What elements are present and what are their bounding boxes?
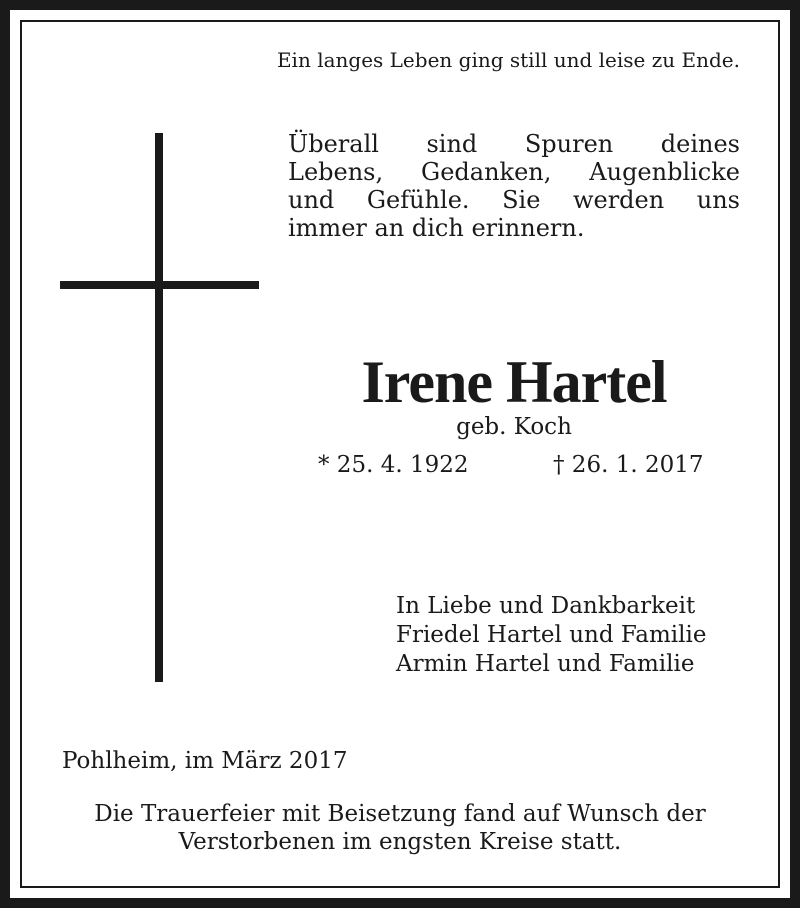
quote-block	[288, 130, 740, 242]
death-date: † 26. 1. 2017	[553, 452, 704, 478]
ceremony-note	[42, 800, 758, 856]
quote-line: immer an dich erinnern.	[288, 214, 585, 242]
mourners-block	[396, 592, 706, 679]
cross-vertical-bar	[155, 133, 163, 682]
cross-horizontal-bar	[60, 281, 259, 289]
birth-date: * 25. 4. 1922	[318, 452, 469, 478]
birth-name: geb. Koch	[456, 414, 572, 440]
quote-line: und Gefühle. Sie werden uns	[288, 186, 740, 214]
quote-line: Überall sind Spuren deines	[288, 130, 740, 158]
place-date: Pohlheim, im März 2017	[62, 748, 348, 774]
quote-line: Lebens, Gedanken, Augenblicke	[288, 158, 740, 186]
mourners-line: In Liebe und Dankbarkeit	[396, 593, 696, 619]
ceremony-line: Die Trauerfeier mit Beisetzung fand auf Wunsch der	[94, 801, 706, 827]
motto-text: Ein langes Leben ging still und leise zu Ende.	[276, 48, 740, 72]
ceremony-line: Verstorbenen im engsten Kreise statt.	[178, 829, 622, 855]
mourners-line: Friedel Hartel und Familie	[396, 622, 707, 648]
deceased-name: Irene Hartel	[361, 349, 667, 415]
mourners-line: Armin Hartel und Familie	[396, 651, 695, 677]
